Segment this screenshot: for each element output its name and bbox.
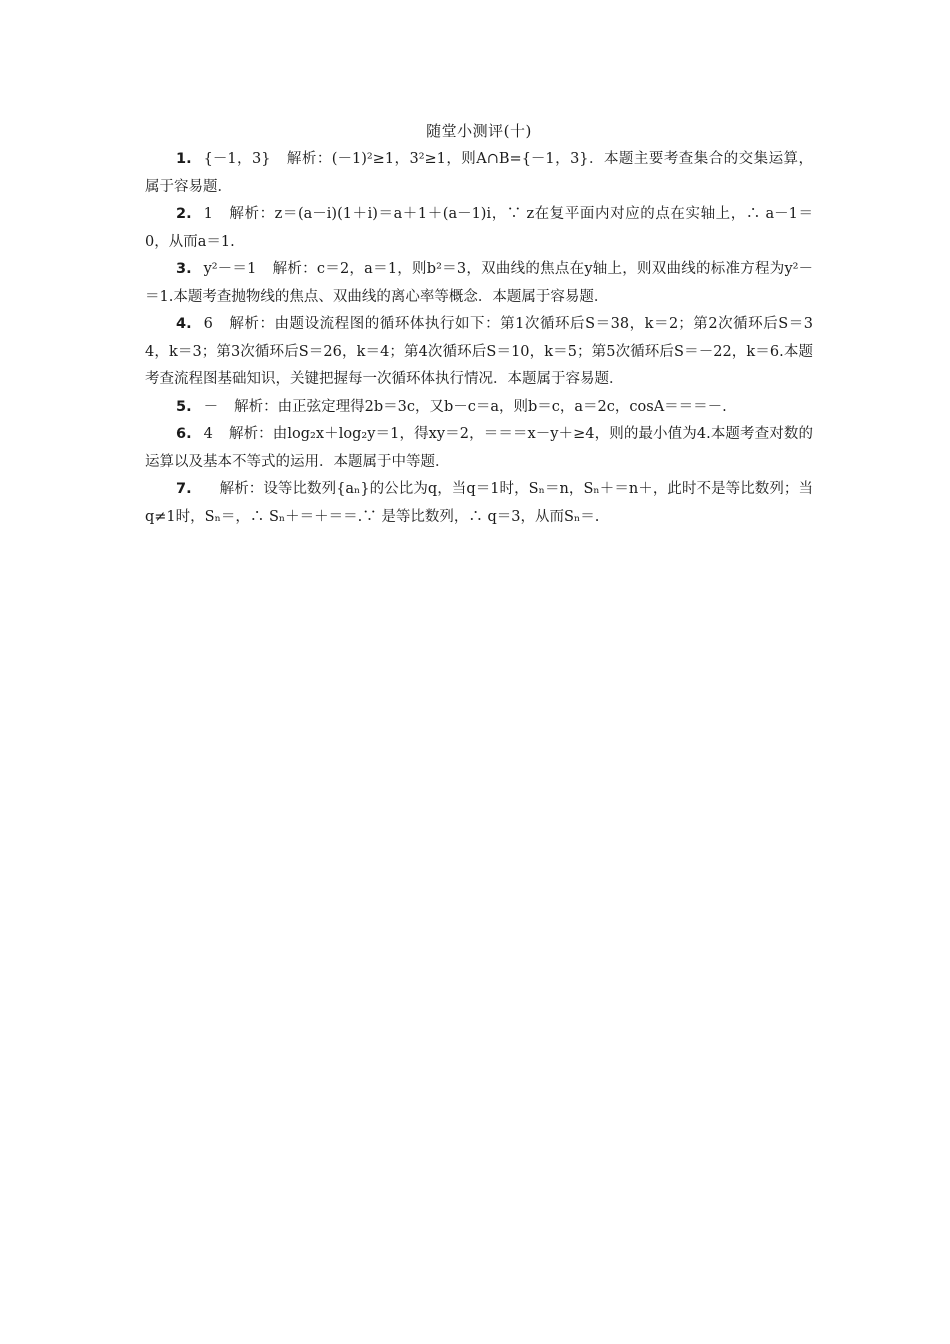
item-number: 7. bbox=[176, 481, 192, 497]
answer-item-5 bbox=[145, 394, 813, 422]
item-answer: 4 bbox=[203, 426, 213, 442]
item-number: 5. bbox=[176, 398, 192, 415]
item-explanation: 解析：z＝(a－i)(1＋i)＝a＋1＋(a－1)i，∵ z在复平面内对应的点在实轴上，∴ a－1＝0，从而a＝1. bbox=[145, 206, 813, 250]
item-explanation: 解析：(－1)²≥1，3²≥1，则A∩B={－1，3}．本题主要考查集合的交集运算，属于容易题． bbox=[145, 151, 814, 195]
item-number: 2. bbox=[176, 206, 192, 222]
page-title: 随堂小测评(十) bbox=[426, 122, 532, 140]
item-explanation: 解析：由log₂x＋log₂y＝1，得xy＝2，＝＝＝x－y＋≥4，则的最小值为4.本题考查对数的运算以及基本不等式的运用．本题属于中等题． bbox=[145, 426, 813, 470]
item-answer: － bbox=[203, 398, 219, 415]
item-number: 6. bbox=[176, 426, 192, 442]
item-explanation: 解析：由题设流程图的循环体执行如下：第1次循环后S＝38，k＝2；第2次循环后S＝34，k＝3；第3次循环后S＝26，k＝4；第4次循环后S＝10，k＝5；第5次循环后S＝－22，k＝6.本题考查流程图基础知识，关键把握每一次循环体执行情况．本题属于容易题． bbox=[145, 316, 813, 387]
answer-item-3 bbox=[145, 256, 813, 311]
item-explanation: 解析：设等比数列{aₙ}的公比为q，当q＝1时，Sₙ＝n，Sₙ＋＝n＋，此时不是等比数列；当q≠1时，Sₙ＝，∴ Sₙ＋＝＋＝＝.∵ 是等比数列，∴ q＝3，从而Sₙ＝. bbox=[145, 481, 813, 525]
answer-item-6 bbox=[145, 421, 813, 476]
item-explanation: 解析：c＝2，a＝1，则b²＝3，双曲线的焦点在y轴上，则双曲线的标准方程为y²－＝1.本题考查抛物线的焦点、双曲线的离心率等概念．本题属于容易题． bbox=[145, 261, 813, 305]
answer-item-2 bbox=[145, 201, 813, 256]
answer-item-7 bbox=[145, 476, 813, 531]
item-number: 1. bbox=[176, 151, 192, 167]
answer-item-4 bbox=[145, 311, 813, 394]
item-answer: y²－＝1 bbox=[203, 261, 257, 277]
answer-item-1 bbox=[145, 146, 813, 201]
item-number: 3. bbox=[176, 261, 192, 277]
item-answer: 6 bbox=[203, 316, 213, 332]
item-number: 4. bbox=[176, 316, 192, 332]
item-answer: 1 bbox=[203, 206, 213, 222]
item-explanation: 解析：由正弦定理得2b＝3c，又b－c＝a，则b＝c，a＝2c，cosA＝＝＝－. bbox=[234, 398, 727, 415]
document-page bbox=[145, 120, 813, 531]
item-answer: {－1，3} bbox=[203, 151, 271, 167]
